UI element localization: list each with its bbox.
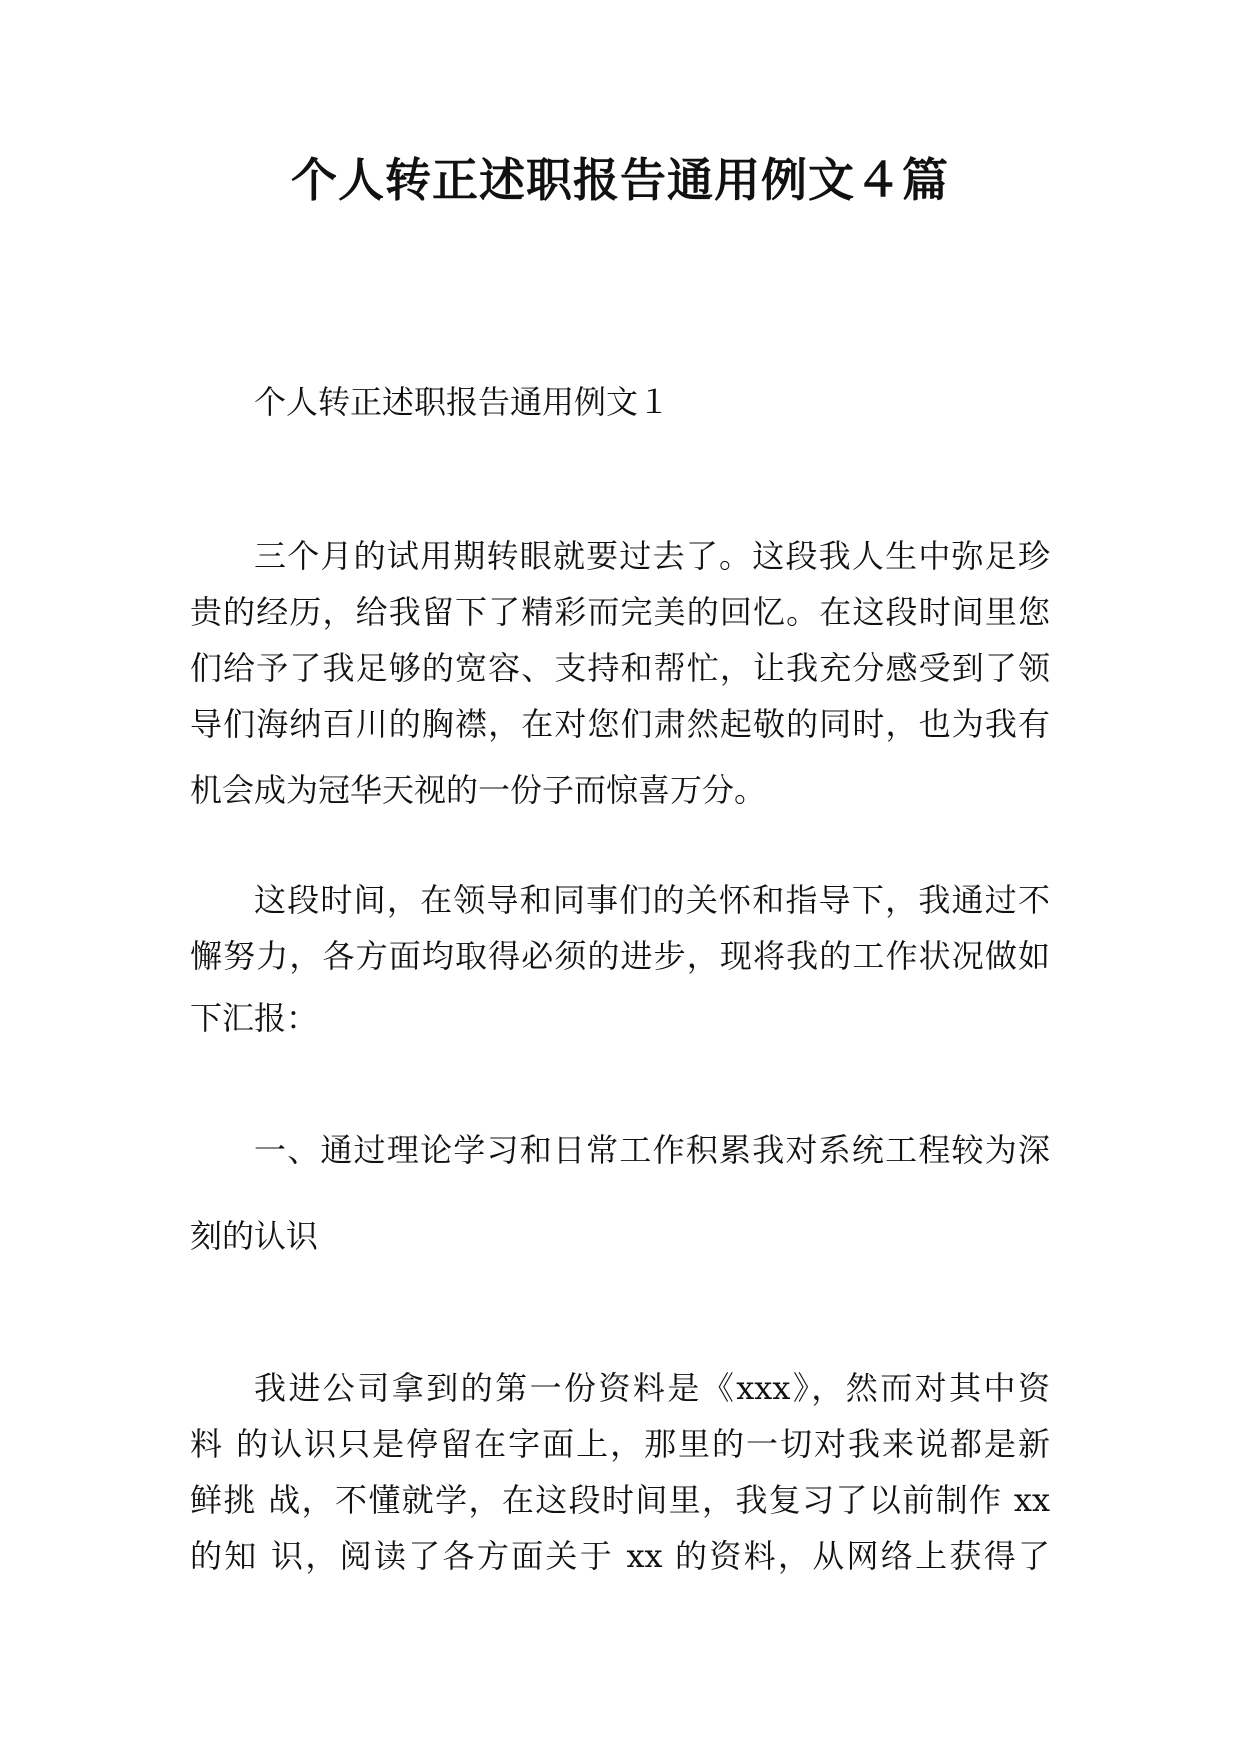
section-heading: 个人转正述职报告通用例文１	[254, 383, 671, 421]
paragraph-4	[190, 1360, 1050, 1584]
paragraph-1	[190, 528, 1050, 818]
paragraph-line: 的知 识，阅读了各方面关于 xx 的资料，从网络上获得了	[190, 1537, 1050, 1575]
paragraph-line: 料 的认识只是停留在字面上，那里的一切对我来说都是新	[190, 1425, 1050, 1463]
paragraph-line: 这段时间，在领导和同事们的关怀和指导下，我通过不	[254, 881, 1050, 919]
paragraph-3	[190, 1122, 1050, 1264]
paragraph-2	[190, 872, 1050, 1046]
paragraph-line: 我进公司拿到的第一份资料是《xxx》，然而对其中资	[254, 1369, 1050, 1407]
paragraph-line: 下汇报：	[190, 999, 319, 1037]
paragraph-line: 导们海纳百川的胸襟，在对您们肃然起敬的同时，也为我有	[190, 705, 1050, 743]
paragraph-line: 机会成为冠华天视的一份子而惊喜万分。	[190, 771, 767, 809]
paragraph-line: 鲜挑 战，不懂就学，在这段时间里，我复习了以前制作 xx	[190, 1481, 1050, 1519]
paragraph-line: 刻的认识	[190, 1217, 319, 1255]
paragraph-line: 一、通过理论学习和日常工作积累我对系统工程较为深	[254, 1131, 1050, 1169]
paragraph-line: 贵的经历，给我留下了精彩而完美的回忆。在这段时间里您	[190, 593, 1050, 631]
paragraph-line: 懈努力，各方面均取得必须的进步，现将我的工作状况做如	[190, 937, 1050, 975]
paragraph-line: 三个月的试用期转眼就要过去了。这段我人生中弥足珍	[254, 537, 1050, 575]
paragraph-line: 们给予了我足够的宽容、支持和帮忙，让我充分感受到了领	[190, 649, 1050, 687]
document-title: 个人转正述职报告通用例文４篇	[291, 153, 949, 207]
